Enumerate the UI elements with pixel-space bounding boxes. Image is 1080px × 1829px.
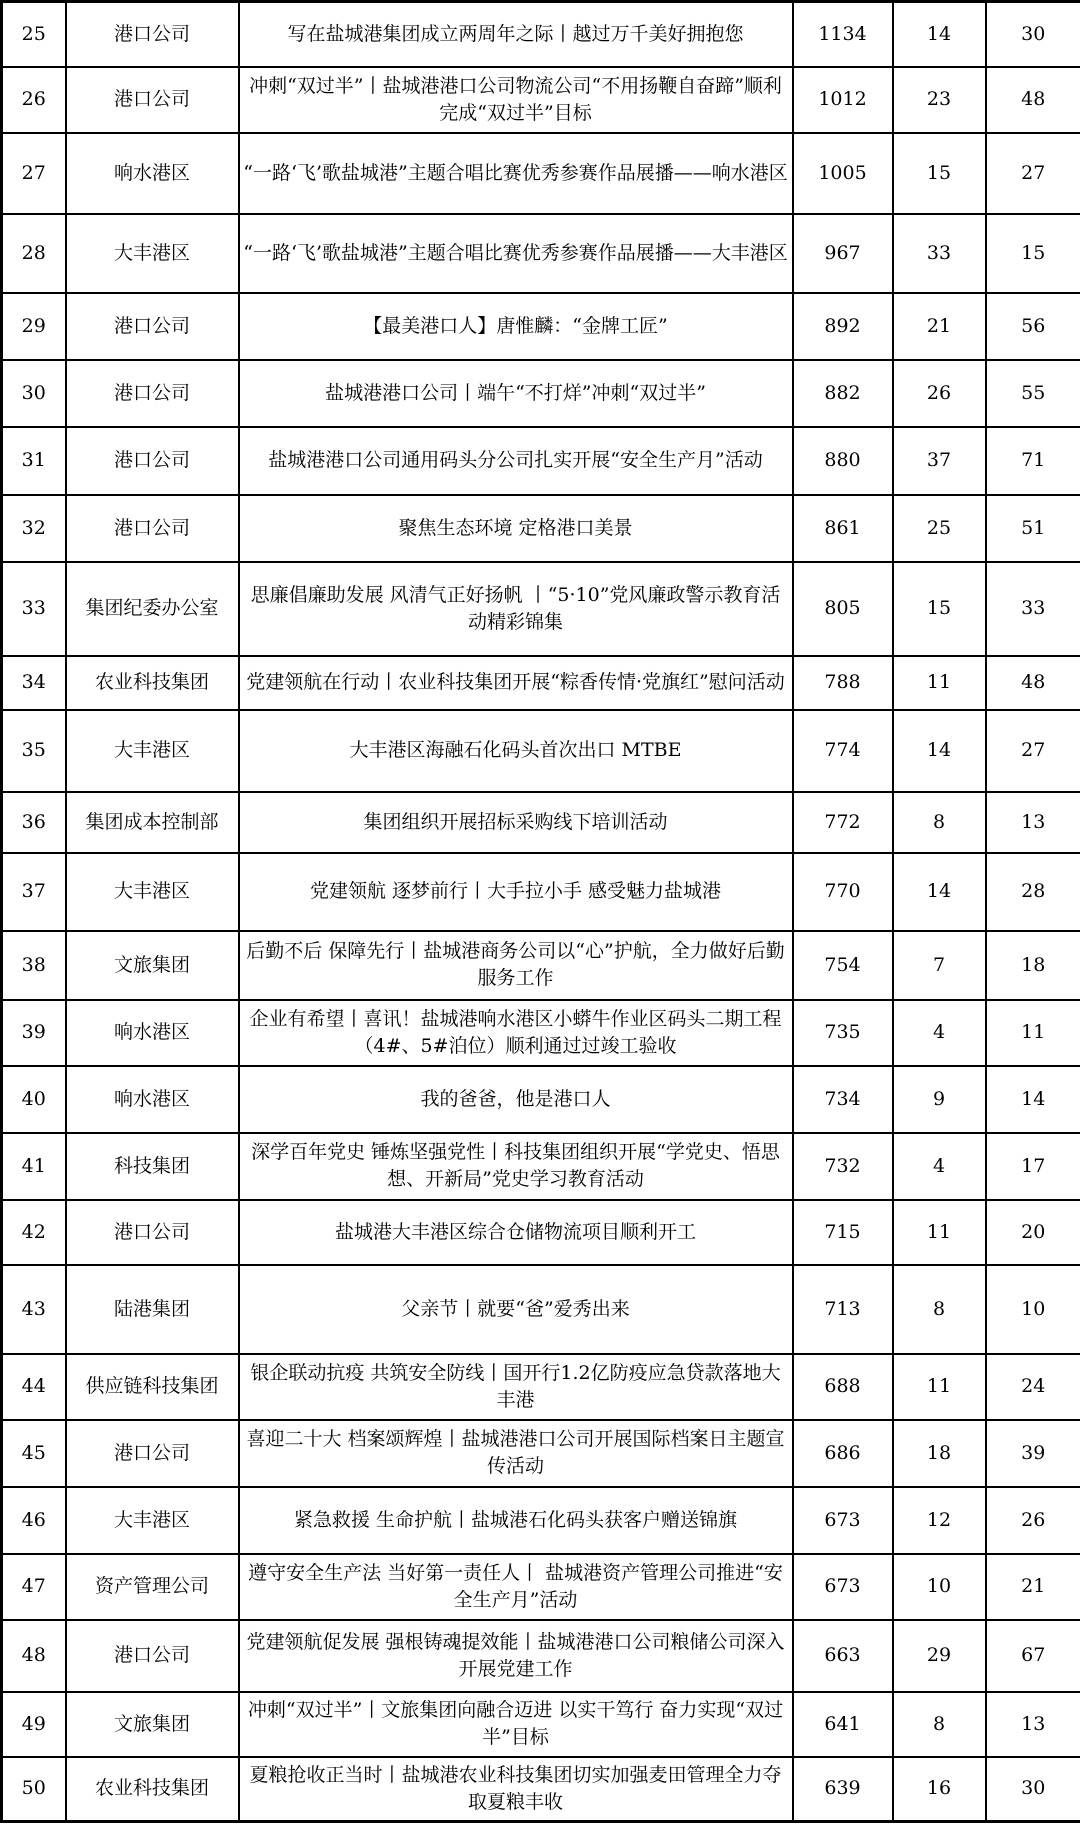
table-row bbox=[2, 1692, 1080, 1757]
row-article-title: “一路‘飞’歌盐城港”主题合唱比赛优秀参赛作品展播——大丰港区 bbox=[239, 214, 793, 293]
row-metric-3: 33 bbox=[986, 562, 1080, 656]
row-index: 29 bbox=[2, 293, 66, 360]
table-row bbox=[2, 656, 1080, 710]
row-metric-2: 8 bbox=[893, 1265, 986, 1354]
table-row bbox=[2, 1554, 1080, 1620]
row-metric-2: 16 bbox=[893, 1757, 986, 1822]
row-metric-1: 1012 bbox=[793, 67, 893, 133]
row-article-title: 党建领航 逐梦前行丨大手拉小手 感受魅力盐城港 bbox=[239, 853, 793, 931]
row-metric-2: 11 bbox=[893, 656, 986, 710]
row-metric-3: 51 bbox=[986, 495, 1080, 562]
row-metric-3: 18 bbox=[986, 931, 1080, 1000]
row-metric-1: 774 bbox=[793, 710, 893, 792]
row-metric-3: 30 bbox=[986, 1757, 1080, 1822]
row-article-title: 冲刺“双过半”丨文旅集团向融合迈进 以实干笃行 奋力实现“双过半”目标 bbox=[239, 1692, 793, 1757]
row-metric-2: 4 bbox=[893, 1133, 986, 1200]
row-department: 港口公司 bbox=[66, 1200, 239, 1265]
table-row bbox=[2, 1265, 1080, 1354]
row-metric-3: 71 bbox=[986, 427, 1080, 495]
row-metric-3: 14 bbox=[986, 1066, 1080, 1133]
row-department: 供应链科技集团 bbox=[66, 1354, 239, 1420]
row-index: 31 bbox=[2, 427, 66, 495]
row-article-title: 银企联动抗疫 共筑安全防线丨国开行1.2亿防疫应急贷款落地大丰港 bbox=[239, 1354, 793, 1420]
table-row bbox=[2, 360, 1080, 427]
row-metric-2: 37 bbox=[893, 427, 986, 495]
row-index: 30 bbox=[2, 360, 66, 427]
row-index: 36 bbox=[2, 792, 66, 853]
row-metric-3: 13 bbox=[986, 1692, 1080, 1757]
row-article-title: 党建领航在行动丨农业科技集团开展“粽香传情·党旗红”慰问活动 bbox=[239, 656, 793, 710]
row-department: 响水港区 bbox=[66, 1066, 239, 1133]
row-article-title: 【最美港口人】唐惟麟：“金牌工匠” bbox=[239, 293, 793, 360]
row-metric-3: 15 bbox=[986, 214, 1080, 293]
row-article-title: “一路‘飞’歌盐城港”主题合唱比赛优秀参赛作品展播——响水港区 bbox=[239, 133, 793, 214]
row-department: 港口公司 bbox=[66, 495, 239, 562]
row-index: 44 bbox=[2, 1354, 66, 1420]
table-row bbox=[2, 214, 1080, 293]
row-index: 25 bbox=[2, 2, 66, 67]
row-article-title: 盐城港港口公司通用码头分公司扎实开展“安全生产月”活动 bbox=[239, 427, 793, 495]
row-metric-1: 882 bbox=[793, 360, 893, 427]
row-department: 港口公司 bbox=[66, 1620, 239, 1692]
row-metric-1: 673 bbox=[793, 1487, 893, 1554]
row-metric-2: 8 bbox=[893, 1692, 986, 1757]
row-metric-1: 734 bbox=[793, 1066, 893, 1133]
row-article-title: 盐城港港口公司丨端午“不打烊”冲刺“双过半” bbox=[239, 360, 793, 427]
row-index: 38 bbox=[2, 931, 66, 1000]
row-department: 港口公司 bbox=[66, 293, 239, 360]
row-metric-1: 861 bbox=[793, 495, 893, 562]
row-index: 39 bbox=[2, 1000, 66, 1066]
table-row bbox=[2, 562, 1080, 656]
row-metric-2: 21 bbox=[893, 293, 986, 360]
row-index: 40 bbox=[2, 1066, 66, 1133]
row-department: 响水港区 bbox=[66, 133, 239, 214]
row-metric-3: 39 bbox=[986, 1420, 1080, 1487]
row-metric-1: 673 bbox=[793, 1554, 893, 1620]
row-article-title: 党建领航促发展 强根铸魂提效能丨盐城港港口公司粮储公司深入开展党建工作 bbox=[239, 1620, 793, 1692]
row-metric-2: 15 bbox=[893, 133, 986, 214]
row-metric-2: 23 bbox=[893, 67, 986, 133]
row-department: 大丰港区 bbox=[66, 214, 239, 293]
table-row bbox=[2, 1133, 1080, 1200]
row-article-title: 大丰港区海融石化码头首次出口 MTBE bbox=[239, 710, 793, 792]
row-metric-2: 8 bbox=[893, 792, 986, 853]
row-metric-1: 805 bbox=[793, 562, 893, 656]
row-article-title: 喜迎二十大 档案颂辉煌丨盐城港港口公司开展国际档案日主题宣传活动 bbox=[239, 1420, 793, 1487]
row-metric-3: 48 bbox=[986, 67, 1080, 133]
row-index: 43 bbox=[2, 1265, 66, 1354]
row-article-title: 后勤不后 保障先行丨盐城港商务公司以“心”护航，全力做好后勤服务工作 bbox=[239, 931, 793, 1000]
row-department: 港口公司 bbox=[66, 360, 239, 427]
row-metric-3: 17 bbox=[986, 1133, 1080, 1200]
row-metric-1: 641 bbox=[793, 1692, 893, 1757]
row-index: 47 bbox=[2, 1554, 66, 1620]
row-metric-2: 4 bbox=[893, 1000, 986, 1066]
row-metric-3: 28 bbox=[986, 853, 1080, 931]
row-department: 响水港区 bbox=[66, 1000, 239, 1066]
table-row bbox=[2, 853, 1080, 931]
row-metric-2: 12 bbox=[893, 1487, 986, 1554]
row-metric-1: 770 bbox=[793, 853, 893, 931]
row-metric-1: 715 bbox=[793, 1200, 893, 1265]
row-metric-1: 880 bbox=[793, 427, 893, 495]
row-index: 45 bbox=[2, 1420, 66, 1487]
table-row bbox=[2, 495, 1080, 562]
row-index: 42 bbox=[2, 1200, 66, 1265]
row-metric-1: 1005 bbox=[793, 133, 893, 214]
row-metric-1: 772 bbox=[793, 792, 893, 853]
row-metric-1: 663 bbox=[793, 1620, 893, 1692]
row-metric-2: 11 bbox=[893, 1354, 986, 1420]
row-index: 41 bbox=[2, 1133, 66, 1200]
row-metric-1: 688 bbox=[793, 1354, 893, 1420]
row-index: 26 bbox=[2, 67, 66, 133]
row-metric-2: 33 bbox=[893, 214, 986, 293]
row-metric-2: 14 bbox=[893, 2, 986, 67]
row-department: 大丰港区 bbox=[66, 1487, 239, 1554]
row-article-title: 集团组织开展招标采购线下培训活动 bbox=[239, 792, 793, 853]
row-metric-2: 9 bbox=[893, 1066, 986, 1133]
row-department: 港口公司 bbox=[66, 67, 239, 133]
row-metric-3: 11 bbox=[986, 1000, 1080, 1066]
row-metric-2: 14 bbox=[893, 853, 986, 931]
row-metric-1: 732 bbox=[793, 1133, 893, 1200]
table-row bbox=[2, 2, 1080, 67]
row-metric-3: 67 bbox=[986, 1620, 1080, 1692]
table-row bbox=[2, 293, 1080, 360]
row-department: 农业科技集团 bbox=[66, 656, 239, 710]
row-index: 50 bbox=[2, 1757, 66, 1822]
row-metric-1: 967 bbox=[793, 214, 893, 293]
row-metric-3: 21 bbox=[986, 1554, 1080, 1620]
row-metric-3: 24 bbox=[986, 1354, 1080, 1420]
row-metric-2: 25 bbox=[893, 495, 986, 562]
row-article-title: 深学百年党史 锤炼坚强党性丨科技集团组织开展“学党史、悟思想、开新局”党史学习教育活动 bbox=[239, 1133, 793, 1200]
row-metric-2: 11 bbox=[893, 1200, 986, 1265]
row-department: 大丰港区 bbox=[66, 710, 239, 792]
row-metric-2: 7 bbox=[893, 931, 986, 1000]
row-department: 陆港集团 bbox=[66, 1265, 239, 1354]
table-row bbox=[2, 931, 1080, 1000]
table-body bbox=[2, 2, 1080, 1822]
row-metric-3: 55 bbox=[986, 360, 1080, 427]
row-article-title: 父亲节丨就要“爸”爱秀出来 bbox=[239, 1265, 793, 1354]
table-row bbox=[2, 1000, 1080, 1066]
row-metric-1: 892 bbox=[793, 293, 893, 360]
row-index: 48 bbox=[2, 1620, 66, 1692]
row-metric-2: 10 bbox=[893, 1554, 986, 1620]
table-row bbox=[2, 1757, 1080, 1822]
row-department: 港口公司 bbox=[66, 2, 239, 67]
row-department: 科技集团 bbox=[66, 1133, 239, 1200]
table-row bbox=[2, 67, 1080, 133]
table-row bbox=[2, 1354, 1080, 1420]
row-index: 49 bbox=[2, 1692, 66, 1757]
row-article-title: 遵守安全生产法 当好第一责任人丨 盐城港资产管理公司推进“安全生产月”活动 bbox=[239, 1554, 793, 1620]
row-article-title: 我的爸爸，他是港口人 bbox=[239, 1066, 793, 1133]
row-metric-2: 26 bbox=[893, 360, 986, 427]
row-metric-3: 56 bbox=[986, 293, 1080, 360]
row-article-title: 冲刺“双过半”丨盐城港港口公司物流公司“不用扬鞭自奋蹄”顺利完成“双过半”目标 bbox=[239, 67, 793, 133]
row-index: 32 bbox=[2, 495, 66, 562]
row-metric-1: 788 bbox=[793, 656, 893, 710]
row-article-title: 夏粮抢收正当时丨盐城港农业科技集团切实加强麦田管理全力夺取夏粮丰收 bbox=[239, 1757, 793, 1822]
row-department: 文旅集团 bbox=[66, 1692, 239, 1757]
row-metric-1: 735 bbox=[793, 1000, 893, 1066]
row-article-title: 聚焦生态环境 定格港口美景 bbox=[239, 495, 793, 562]
row-department: 港口公司 bbox=[66, 1420, 239, 1487]
row-metric-1: 639 bbox=[793, 1757, 893, 1822]
table-row bbox=[2, 1200, 1080, 1265]
table-row bbox=[2, 1066, 1080, 1133]
row-metric-3: 27 bbox=[986, 710, 1080, 792]
row-article-title: 企业有希望丨喜讯！盐城港响水港区小蟒牛作业区码头二期工程（4#、5#泊位）顺利通过过竣工验收 bbox=[239, 1000, 793, 1066]
row-index: 33 bbox=[2, 562, 66, 656]
row-metric-1: 1134 bbox=[793, 2, 893, 67]
table-row bbox=[2, 427, 1080, 495]
row-department: 集团成本控制部 bbox=[66, 792, 239, 853]
row-article-title: 紧急救援 生命护航丨盐城港石化码头获客户赠送锦旗 bbox=[239, 1487, 793, 1554]
row-index: 46 bbox=[2, 1487, 66, 1554]
row-metric-3: 48 bbox=[986, 656, 1080, 710]
row-index: 27 bbox=[2, 133, 66, 214]
row-metric-1: 713 bbox=[793, 1265, 893, 1354]
row-metric-1: 686 bbox=[793, 1420, 893, 1487]
row-metric-2: 15 bbox=[893, 562, 986, 656]
row-index: 37 bbox=[2, 853, 66, 931]
row-metric-3: 13 bbox=[986, 792, 1080, 853]
table-row bbox=[2, 1420, 1080, 1487]
row-article-title: 思廉倡廉助发展 风清气正好扬帆 丨“5·10”党风廉政警示教育活动精彩锦集 bbox=[239, 562, 793, 656]
row-metric-2: 29 bbox=[893, 1620, 986, 1692]
row-department: 港口公司 bbox=[66, 427, 239, 495]
row-article-title: 写在盐城港集团成立两周年之际丨越过万千美好拥抱您 bbox=[239, 2, 793, 67]
row-department: 大丰港区 bbox=[66, 853, 239, 931]
row-index: 35 bbox=[2, 710, 66, 792]
row-article-title: 盐城港大丰港区综合仓储物流项目顺利开工 bbox=[239, 1200, 793, 1265]
table-row bbox=[2, 1620, 1080, 1692]
row-metric-3: 20 bbox=[986, 1200, 1080, 1265]
row-metric-3: 26 bbox=[986, 1487, 1080, 1554]
table-row bbox=[2, 792, 1080, 853]
table-row bbox=[2, 710, 1080, 792]
row-department: 资产管理公司 bbox=[66, 1554, 239, 1620]
table-row bbox=[2, 133, 1080, 214]
row-department: 农业科技集团 bbox=[66, 1757, 239, 1822]
row-metric-3: 27 bbox=[986, 133, 1080, 214]
row-index: 34 bbox=[2, 656, 66, 710]
row-metric-3: 10 bbox=[986, 1265, 1080, 1354]
row-metric-2: 18 bbox=[893, 1420, 986, 1487]
row-metric-3: 30 bbox=[986, 2, 1080, 67]
row-metric-2: 14 bbox=[893, 710, 986, 792]
row-metric-1: 754 bbox=[793, 931, 893, 1000]
row-index: 28 bbox=[2, 214, 66, 293]
table-row bbox=[2, 1487, 1080, 1554]
row-department: 集团纪委办公室 bbox=[66, 562, 239, 656]
row-department: 文旅集团 bbox=[66, 931, 239, 1000]
